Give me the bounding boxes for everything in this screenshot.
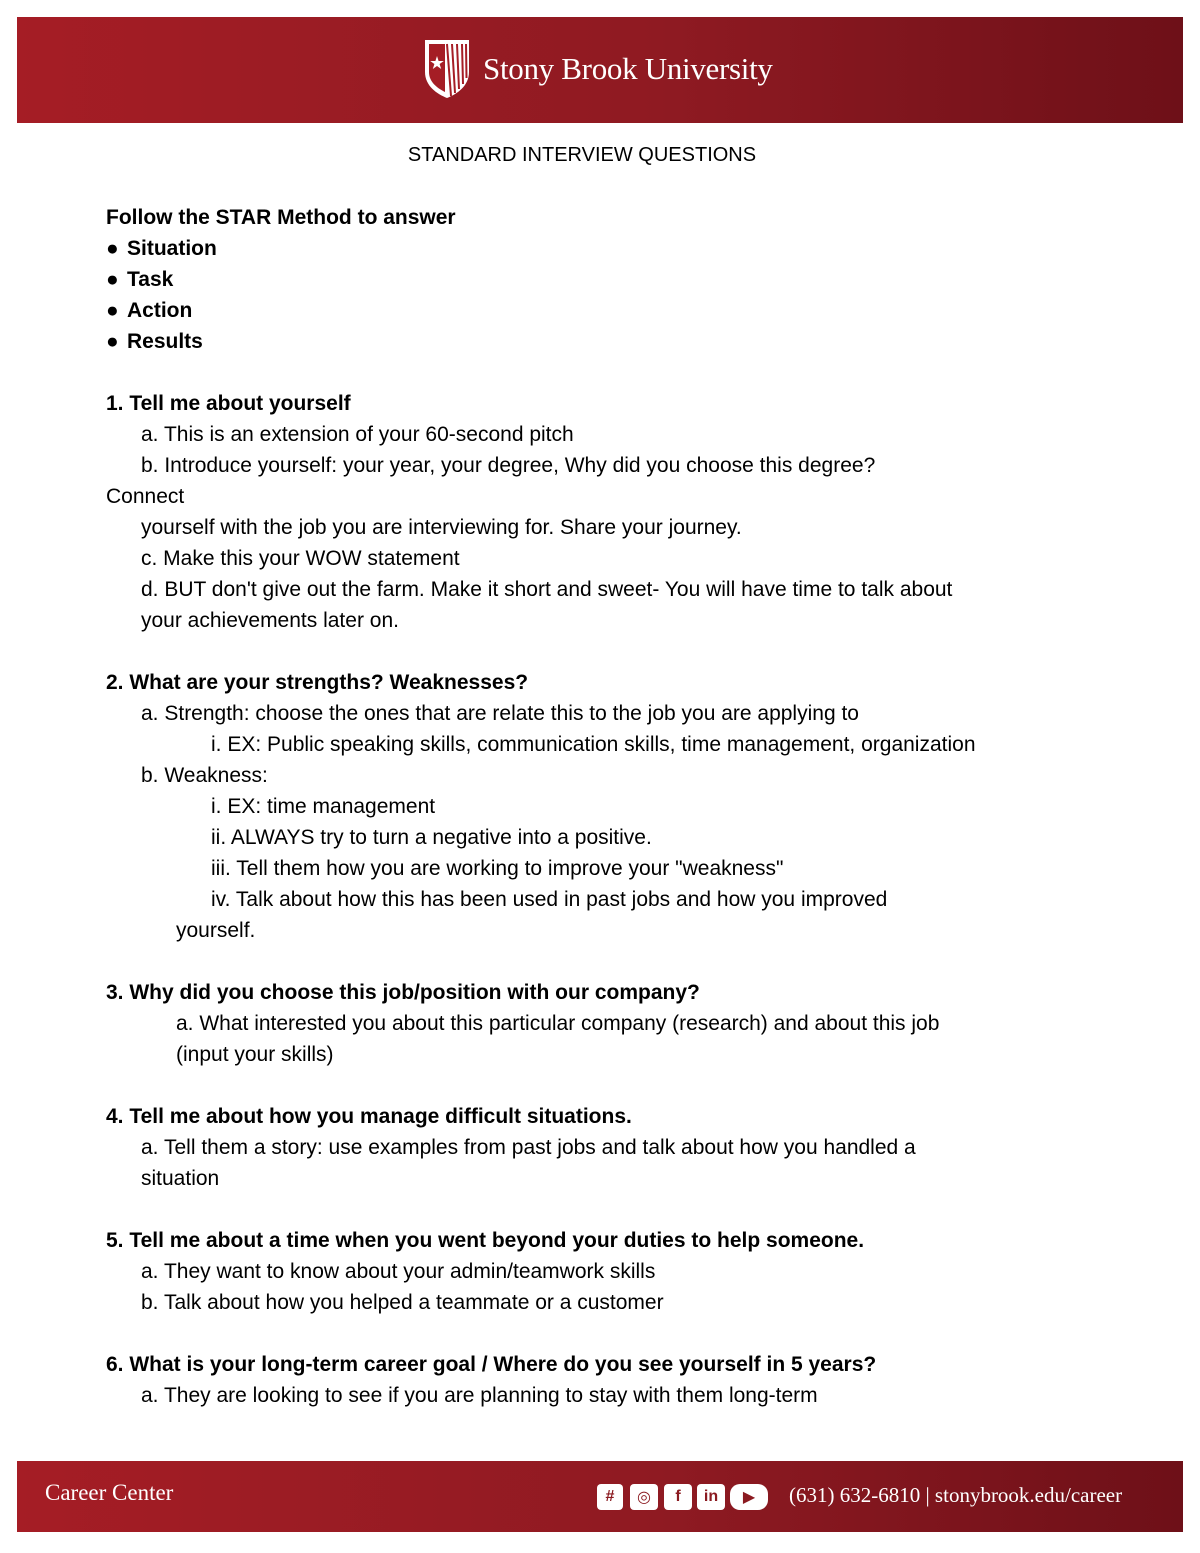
spacer <box>106 357 1106 388</box>
bullet-icon: ● <box>106 299 119 322</box>
line-text: yourself with the job you are interviewing for. Share your journey. <box>141 516 742 539</box>
text-line <box>106 884 1106 915</box>
line-text: (input your skills) <box>176 1043 334 1066</box>
line-text: Situation <box>127 237 217 260</box>
star-bullet-item <box>106 233 1106 264</box>
text-line <box>106 1163 1106 1194</box>
page-title: STANDARD INTERVIEW QUESTIONS <box>407 144 757 166</box>
youtube-icon[interactable]: ▶ <box>730 1484 768 1510</box>
line-text: ii. ALWAYS try to turn a negative into a positive. <box>211 826 652 849</box>
university-name: Stony Brook University <box>483 51 773 86</box>
line-text: yourself. <box>176 919 256 942</box>
line-text: a. They are looking to see if you are planning to stay with them long-term <box>141 1384 818 1407</box>
star-bullet-item <box>106 295 1106 326</box>
line-text: 5. Tell me about a time when you went beyond your duties to help someone. <box>106 1229 865 1252</box>
footer-contact: (631) 632-6810 | stonybrook.edu/career <box>789 1483 1123 1507</box>
text-line <box>106 915 1106 946</box>
line-text: c. Make this your WOW statement <box>141 547 460 570</box>
document-body <box>106 202 1106 1411</box>
line-text: a. They want to know about your admin/teamwork skills <box>141 1260 656 1283</box>
text-line <box>106 1039 1106 1070</box>
line-text: your achievements later on. <box>141 609 399 632</box>
text-line <box>106 791 1106 822</box>
line-text: 6. What is your long-term career goal / Where do you see yourself in 5 years? <box>106 1353 877 1376</box>
text-line <box>106 512 1106 543</box>
question-heading <box>106 977 1106 1008</box>
text-line <box>106 1008 1106 1039</box>
bullet-icon: ● <box>106 330 119 353</box>
instagram-icon[interactable]: ◎ <box>630 1484 658 1510</box>
line-text: i. EX: time management <box>211 795 436 818</box>
question-heading <box>106 202 1106 233</box>
text-line <box>106 729 1106 760</box>
university-logo <box>423 38 773 100</box>
line-text: Action <box>127 299 193 322</box>
line-text: Connect <box>106 485 185 508</box>
line-text: 1. Tell me about yourself <box>106 392 351 415</box>
text-line <box>106 543 1106 574</box>
line-text: situation <box>141 1167 220 1190</box>
text-line <box>106 1132 1106 1163</box>
line-text: 3. Why did you choose this job/position with our company? <box>106 981 700 1004</box>
question-heading <box>106 388 1106 419</box>
star-bullet-item <box>106 264 1106 295</box>
line-text: Follow the STAR Method to answer <box>106 206 456 229</box>
spacer <box>106 1070 1106 1101</box>
spacer <box>106 946 1106 977</box>
spacer <box>106 1318 1106 1349</box>
text-line <box>106 760 1106 791</box>
footer-department: Career Center <box>45 1480 174 1505</box>
question-heading <box>106 1225 1106 1256</box>
line-text: b. Introduce yourself: your year, your degree, Why did you choose this degree? <box>141 454 876 477</box>
text-line <box>106 574 1106 605</box>
line-text: b. Weakness: <box>141 764 268 787</box>
bullet-icon: ● <box>106 237 119 260</box>
line-text: d. BUT don't give out the farm. Make it short and sweet- You will have time to talk about <box>141 578 953 601</box>
line-text: a. Strength: choose the ones that are relate this to the job you are applying to <box>141 702 859 725</box>
spacer <box>106 1194 1106 1225</box>
text-line <box>106 450 1106 481</box>
text-line <box>106 1256 1106 1287</box>
question-heading <box>106 667 1106 698</box>
spacer <box>106 636 1106 667</box>
text-line <box>106 481 1106 512</box>
text-line <box>106 698 1106 729</box>
shield-logo-icon <box>423 38 471 100</box>
line-text: iv. Talk about how this has been used in past jobs and how you improved <box>211 888 888 911</box>
text-line <box>106 853 1106 884</box>
text-line <box>106 1380 1106 1411</box>
line-text: iii. Tell them how you are working to improve your "weakness" <box>211 857 784 880</box>
bullet-icon: ● <box>106 268 119 291</box>
question-heading <box>106 1349 1106 1380</box>
line-text: a. This is an extension of your 60-second pitch <box>141 423 574 446</box>
star-bullet-item <box>106 326 1106 357</box>
line-text: a. What interested you about this particular company (research) and about this job <box>176 1012 940 1035</box>
text-line <box>106 1287 1106 1318</box>
line-text: b. Talk about how you helped a teammate or a customer <box>141 1291 664 1314</box>
line-text: Results <box>127 330 203 353</box>
text-line <box>106 605 1106 636</box>
line-text: 4. Tell me about how you manage difficult situations. <box>106 1105 632 1128</box>
line-text: i. EX: Public speaking skills, communication skills, time management, organization <box>211 733 976 756</box>
line-text: a. Tell them a story: use examples from past jobs and talk about how you handled a <box>141 1136 916 1159</box>
text-line <box>106 419 1106 450</box>
line-text: 2. What are your strengths? Weaknesses? <box>106 671 529 694</box>
text-line <box>106 822 1106 853</box>
facebook-icon[interactable]: f <box>664 1484 692 1510</box>
question-heading <box>106 1101 1106 1132</box>
line-text: Task <box>127 268 174 291</box>
linkedin-icon[interactable]: in <box>697 1484 725 1510</box>
hashtag-icon[interactable]: # <box>597 1484 623 1510</box>
